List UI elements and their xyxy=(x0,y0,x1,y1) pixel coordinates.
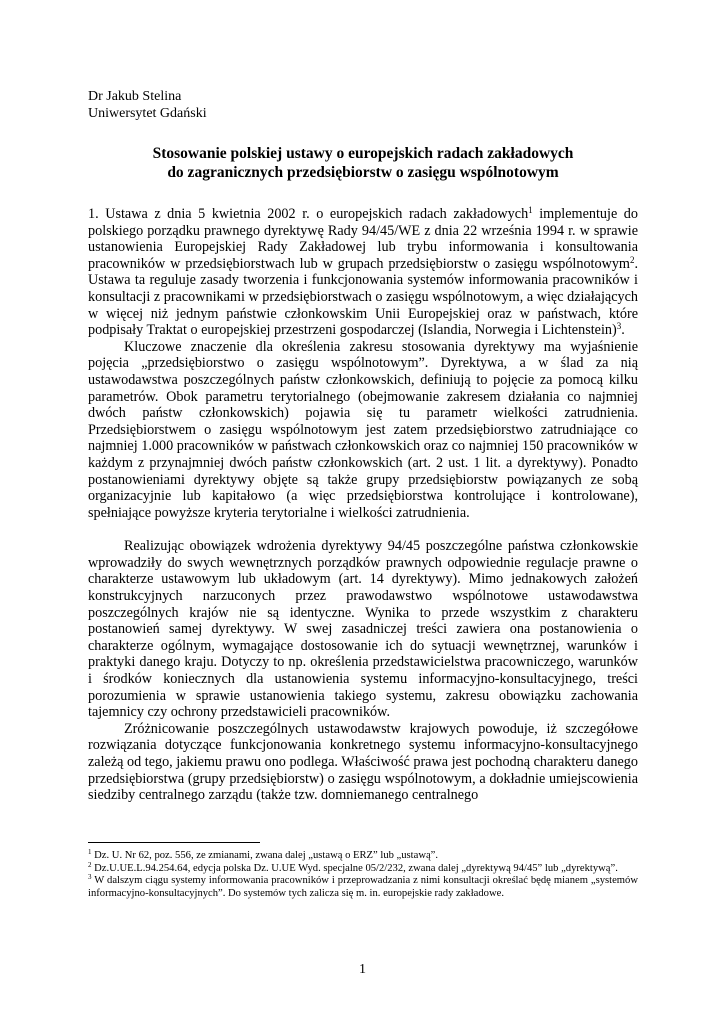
document-body xyxy=(88,206,638,804)
footnote-separator xyxy=(88,842,260,843)
paragraph-4: Zróżnicowanie poszczególnych ustawodawstw krajowych powoduje, iż szczegółowe rozwiązania dotyczące funkcjonowania konkretnego systemu informacyjno-konsultacyjnego zależą od tego, jakiemu prawu ono podlega. Właściwość prawa jest pochodną charakteru danego przedsiębiorstwa (grupy przedsiębiorstw) o zasięgu wspólnotowym, a dokładnie umiejscowienia siedziby centralnego zarządu (także tzw. domniemanego centralnego xyxy=(88,720,638,804)
author-name: Dr Jakub Stelina xyxy=(88,89,182,104)
page-content xyxy=(88,88,638,804)
footnote-ref-1: 1 xyxy=(528,205,533,215)
footnote-1-text: Dz. U. Nr 62, poz. 556, ze zmianami, zwana dalej „ustawą o ERZ” lub „ustawą”. xyxy=(91,850,439,861)
footnote-1 xyxy=(88,850,638,863)
paragraph-1-part-d: . xyxy=(621,322,625,339)
title-line-1: Stosowanie polskiej ustawy o europejskich radach zakładowych xyxy=(152,145,574,162)
author-affiliation: Uniwersytet Gdański xyxy=(88,106,207,121)
footnote-3 xyxy=(88,875,638,900)
footnote-ref-2: 2 xyxy=(629,254,635,265)
footnote-3-number: 3 xyxy=(88,873,92,882)
footnote-2-text: Dz.U.UE.L.94.254.64, edycja polska Dz. U.UE Wyd. specjalne 05/2/232, zwana dalej „dyrektywą 94/45” lub „dyrektywą”. xyxy=(91,862,618,874)
paragraph-1-part-b: implementuje do polskiego porządku prawnego dyrektywę Rady 94/45/WE z dnia 22 września 1994 r. w sprawie ustanowienia Europejskiej Rady Zakładowej lub trybu informowania i konsultowania pracowników w przedsiębiorstwach lub w grupach przedsiębiorstw o zasięgu wspólnotowym xyxy=(88,206,638,272)
document-title xyxy=(88,144,638,182)
footnote-ref-3: 3 xyxy=(616,321,622,332)
paragraph-1-part-a: 1. Ustawa z dnia 5 kwietnia 2002 r. o europejskich radach zakładowych xyxy=(88,206,529,222)
footnote-2-number: 2 xyxy=(88,860,92,869)
footnote-3-text: W dalszym ciągu systemy informowania pracowników i przeprowadzania z nimi konsultacji określać będę mianem „systemów informacyjno-konsultacyjnych”. Do systemów tych zalicza się m. in. europejskie rady zakładowe. xyxy=(88,875,638,899)
paragraph-1-part-c: . Ustawa ta reguluje zasady tworzenia i funkcjonowania systemów informowania pracowników i konsultacji z pracownikami w przedsiębiorstwach o zasięgu wspólnotowym, a więc działających w więcej niż jednym państwie członkowskim Unii Europejskiej oraz w państwach, które podpisały Traktat o europejskiej przestrzeni gospodarczej (Islandia, Norwegia i Lichtenstein) xyxy=(88,255,638,339)
title-line-2: do zagranicznych przedsiębiorstw o zasięgu wspólnotowym xyxy=(167,164,559,181)
author-block xyxy=(88,88,638,122)
page-number: 1 xyxy=(359,962,366,977)
paragraph-3: Realizując obowiązek wdrożenia dyrektywy 94/45 poszczególne państwa członkowskie wprowadziły do swych wewnętrznych porządków prawnych odpowiednie regulacje prawne o charakterze ustawowym lub układowym (art. 14 dyrektywy). Mimo jednakowych założeń konstrukcyjnych narzuconych przez prawodawstwo wspólnotowe ustawodawstwa poszczególnych krajów nie są identyczne. Wynika to przede wszystkim z charakteru postanowień samej dyrektywy. W swej zasadniczej treści zawiera ona postanowienia o charakterze ogólnym, wymagające dostosowanie ich do sytuacji wewnętrznej, warunków i praktyki danego kraju. Dotyczy to np. określenia przedstawicielstwa pracowniczego, warunków i środków koniecznych dla ustanowienia systemu informacyjno-konsultacyjnego, treści porozumienia w sprawie ustanowienia takiego systemu, zakresu obowiązku zachowania tajemnicy czy ochrony przedstawicieli pracowników. xyxy=(88,538,638,721)
paragraph-2: Kluczowe znaczenie dla określenia zakresu stosowania dyrektywy ma wyjaśnienie pojęcia „przedsiębiorstwo o zasięgu wspólnotowym”. Dyrektywa, a w ślad za nią ustawodawstwa poszczególnych państw członkowskich, definiują to pojęcie za pomocą kilku parametrów. Obok parametru terytorialnego (obejmowanie zakresem działania co najmniej dwóch państw członkowskich) pojawia się tu parametr wielkości zatrudnienia. Przedsiębiorstwem o zasięgu wspólnotowym jest zatem przedsiębiorstwo zatrudniające co najmniej 1.000 pracowników w państwach członkowskich oraz co najmniej 150 pracowników w każdym z przynajmniej dwóch państw członkowskich (art. 2 ust. 1 lit. a dyrektywy). Ponadto postanowieniami dyrektywy objęte są także grupy przedsiębiorstw powiązanych ze sobą organizacyjnie lub kapitałowo (a więc przedsiębiorstwa kontrolujące i kontrolowane), spełniające powyższe kryteria terytorialne i wielkości zatrudnienia. xyxy=(88,338,638,521)
footnotes xyxy=(88,850,638,900)
paragraph-1 xyxy=(88,206,638,339)
footnote-2 xyxy=(88,860,638,876)
footnote-1-number: 1 xyxy=(88,848,92,856)
